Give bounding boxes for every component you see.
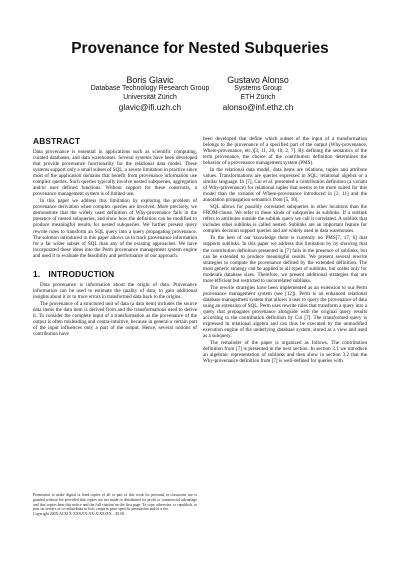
section-title: INTRODUCTION (48, 268, 115, 279)
section-number: 1. (33, 268, 41, 279)
author-email: glavic@ifi.uzh.ch (118, 102, 182, 113)
author-institution: ETH Zürich (240, 93, 276, 101)
intro-paragraph: Data provenance is information about the origin of data. Provenance information can be used to estimate the quality of data, to gain additional insights about it or to trace errors in transformed data back to the origins. (33, 281, 197, 300)
author-affiliation: Database Technology Research Group (90, 85, 210, 92)
body-paragraph: To the best of our knowledge there is currently no PMS[7, 17, 6] that supports sublinks. In this paper we address this limitation by by showing that the contribution definition presented in [7] fails in the presence of sublinks, but can be extended to produce meaningful results. We present several rewrite strategies to compute the provenance defined by the extended definition. The most generic strategy can be applied to all types of sublinks, but scales only for moderate database sizes. Therefore, we present additional strategies that are more efficient but restricted to uncorrelated sublinks. (203, 235, 367, 284)
left-column (33, 136, 197, 337)
abstract-paragraph: In this paper we address this limitation by exploring the problem of provenance derivation when complex queries are involved. More precisely, we demonstrate that the widely used definition of Why-provenance fails in the presence of nested subqueries, and show how the definition can be modified to produce meaningful results for nested subqueries. We further present query rewrite rules to transform an SQL query into a query propagating provenance. The solution introduced in this paper allows us to track provenance information for a far wider subset of SQL than any of the existing approaches. We have incorporated these ideas into the Perm provenance management system engine and used it to evaluate the feasibility and performance of our approach. (33, 198, 197, 259)
author-affiliation: Systems Group (234, 85, 282, 92)
abstract-paragraph: Data provenance is essential in applications such as scientific computing, curated databases, and data warehouses. Several systems have been developed that provide provenance functionality for the relational data model. These systems support only a small subset of SQL, a severe limitation in practice since most of the application domains that benefit from provenance information use complex queries. Such queries typically involve nested subqueries, aggregation and/or user defined functions. Without support for these constructs, a provenance management system is of limited use. (33, 149, 197, 198)
author-block-alonso (183, 75, 333, 112)
author-name: Gustavo Alonso (227, 75, 289, 85)
intro-paragraph: The provenance of a structured unit of data (a data item) includes the source data items the data item is derived from and the transformations used to derive it. To consider the complete input of a transformation as the provenance of the output is often misleading and contra-intuitive, because in general a certain part of the input influences only a part of the output. Hence, several notions of contribution have (33, 300, 197, 337)
author-name: Boris Glavic (126, 75, 174, 85)
body-paragraph: The rewrite strategies have been implemented as an extension to our Perm provenance management system (see [12]). Perm is an enhanced relational database management system that allows a user to query the provenance of data using an extension of SQL. Perm uses rewrite rules that transform a query into a query that propagates provenance alongside with the original query results according to the contribution definition by Cui [7]. The transformed query is expressed in relational algebra and can thus be executed by the unmodified execution engine of the underlying database system, stored as a view and used as a subquery. (203, 284, 367, 340)
author-email: alonso@inf.ethz.ch (222, 102, 294, 113)
body-paragraph: been developed that define which subset of the input of a transformation belongs to the provenance of a specified part of the output (Why-provenance, Where-provenance, etc.)[3, 11, 20, 10, 2, 7]. By defining the semantics of the term provenance, the choice of the contribution definition determines the behavior of a provenance management system (PMS). (203, 136, 367, 167)
right-column (203, 136, 367, 364)
abstract-heading: ABSTRACT (33, 136, 81, 146)
body-paragraph: SQL allows for possibly correlated subqueries in other locations than the FROM-clause. We refer to these kinds of subqueries as sublinks. If a sublink refers to attributes outside the sublink query we call it correlated. A sublink that includes other sublinks is called nested. Sublinks are an important feature for complex decision support queries and are widely used in data warehouses. (203, 204, 367, 235)
intro-heading (33, 269, 197, 279)
body-paragraph: In the relational data model, data items are relations, tuples and attribute values. Transformations are queries expressed in SQL, relational algebra or a similar language. In [7], Cui et al. presented a contribution definition (a variant of Why-provenance) for relational tuples that seems to be more suited for this model than the variants of Where-provenance introduced in [2, 11] and the annotation propagation semantics from [5, 10]. (203, 167, 367, 204)
copyright-footnote: Permission to make digital or hard copies of all or part of this work for personal or classroom use is granted without fee provided that copies are not made or distributed for profit or commercial advantage and that copies bear this notice and the full citation on the first page. To copy otherwise, to republish, to post on servers or to redistribute to lists, requires prior specific permission and/or a fee. Copyright 200X ACM X-XXXXX-XX-X/XX/XX ...$5.00. (33, 493, 197, 517)
body-paragraph: The remainder of the paper is organized as follows. The contribution definition from [7] is presented in the next section. In section 3.1 we introduce an algebraic representation of sublinks and then show in section 3.2 that the Why-provenance definition from [7] is well-defined for queries with (203, 340, 367, 365)
paper-title: Provenance for Nested Subqueries (71, 40, 329, 57)
author-institution: Universität Zürich (123, 93, 177, 101)
